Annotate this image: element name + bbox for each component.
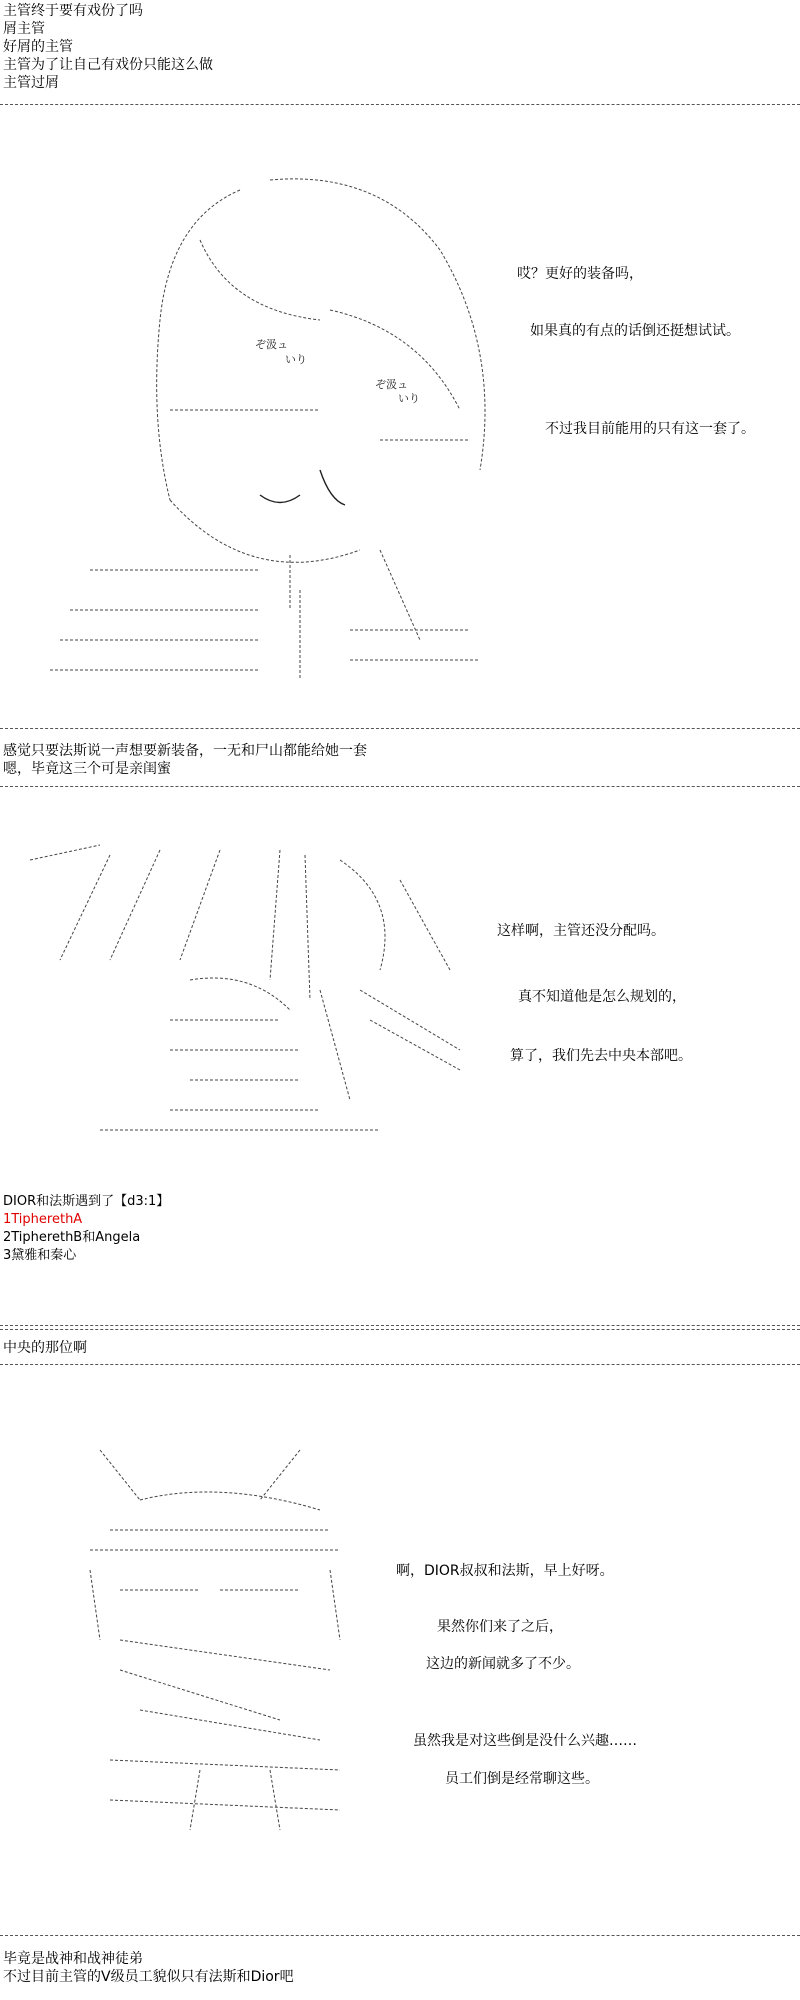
comment-line: 主管为了让自己有戏份只能这么做	[3, 57, 213, 73]
dialogue-line: 啊，DIOR叔叔和法斯，早上好呀。	[396, 1563, 614, 1579]
comment-line: 好屑的主管	[3, 39, 73, 55]
roll-option-selected: 1TipherethA	[3, 1212, 83, 1227]
section-divider	[0, 1364, 800, 1365]
comment-line: 主管过屑	[3, 75, 59, 91]
roll-option: 3黛雅和秦心	[3, 1248, 77, 1263]
comment-line: 感觉只要法斯说一声想要新装备，一无和尸山都能给她一套	[3, 743, 367, 759]
blush-mark: ぞ汲ュ	[255, 338, 288, 351]
blush-mark: いり	[398, 392, 420, 405]
dialogue-line: 这边的新闻就多了不少。	[426, 1656, 580, 1672]
comment-line: 不过目前主管的V级员工貌似只有法斯和Dior吧	[3, 1969, 294, 1985]
roll-option: 2TipherethB和Angela	[3, 1230, 141, 1245]
ascii-art-character-2	[20, 840, 490, 1140]
section-divider	[0, 1935, 800, 1936]
ascii-art-character-3	[80, 1440, 380, 1840]
dialogue-line: 如果真的有点的话倒还挺想试试。	[530, 323, 740, 339]
blush-mark: いり	[285, 353, 307, 366]
comment-line: 毕竟是战神和战神徒弟	[3, 1951, 143, 1967]
dialogue-line: 哎？更好的装备吗，	[517, 266, 643, 282]
dialogue-line: 虽然我是对这些倒是没什么兴趣……	[413, 1733, 637, 1749]
character-3-art-lines	[80, 1440, 380, 1840]
dialogue-line: 真不知道他是怎么规划的，	[518, 989, 686, 1005]
roll-title: DIOR和法斯遇到了【d3:1】	[3, 1194, 170, 1209]
dialogue-line: 果然你们来了之后，	[437, 1619, 563, 1635]
comment-line: 嗯，毕竟这三个可是亲闺蜜	[3, 761, 171, 777]
ascii-art-girl	[0, 170, 505, 690]
comments-block-2	[3, 742, 367, 778]
dialogue-line: 算了，我们先去中央本部吧。	[510, 1048, 692, 1064]
section-divider	[0, 786, 800, 787]
comments-block-4	[3, 1950, 294, 1986]
blush-mark: ぞ汲ュ	[375, 378, 408, 391]
section-divider	[0, 104, 800, 105]
section-divider	[0, 728, 800, 729]
intro-comments	[3, 2, 213, 92]
section-divider	[0, 1325, 800, 1330]
dialogue-line: 不过我目前能用的只有这一套了。	[545, 421, 755, 437]
comment-line: 屑主管	[3, 21, 45, 37]
girl-art-lines	[0, 170, 505, 690]
dialogue-line: 这样啊，主管还没分配吗。	[497, 923, 665, 939]
dice-roll-block	[3, 1193, 169, 1265]
comments-block-3	[3, 1339, 87, 1357]
comment-line: 主管终于要有戏份了吗	[3, 3, 143, 19]
character-2-art-lines	[20, 840, 490, 1140]
dialogue-line: 员工们倒是经常聊这些。	[445, 1771, 599, 1787]
comment-line: 中央的那位啊	[3, 1340, 87, 1356]
